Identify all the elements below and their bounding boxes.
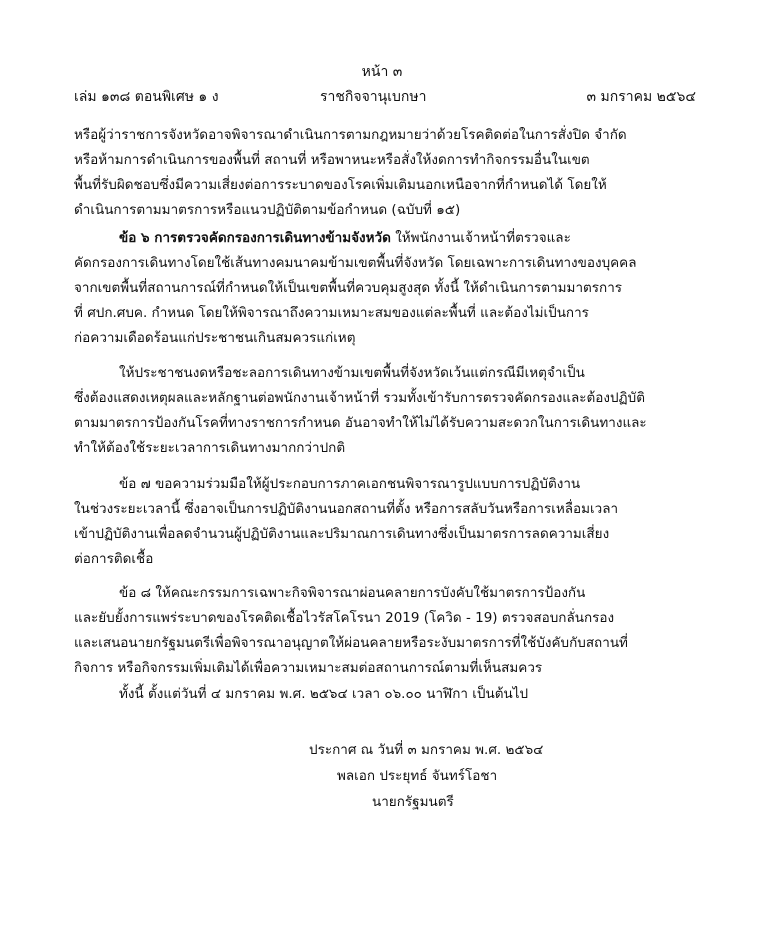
body-line: พื้นที่รับผิดชอบซึ่งมีความเสี่ยงต่อการระบาดของโรคเพิ่มเติมนอกเหนือจากที่กำหนดได้ โดยให้ bbox=[74, 177, 607, 193]
announcement-date: ประกาศ ณ วันที่ ๓ มกราคม พ.ศ. ๒๕๖๔ bbox=[309, 742, 544, 758]
page-number: หน้า ๓ bbox=[361, 64, 403, 80]
gazette-header bbox=[74, 86, 696, 106]
section-6-first-text: ให้พนักงานเจ้าหน้าที่ตรวจและ bbox=[395, 230, 571, 246]
signatory-name: พลเอก ประยุทธ์ จันทร์โอชา bbox=[337, 768, 498, 784]
body-line: ก่อความเดือดร้อนแก่ประชาชนเกินสมควรแก่เหตุ bbox=[74, 330, 356, 346]
effective-date: ทั้งนี้ ตั้งแต่วันที่ ๔ มกราคม พ.ศ. ๒๕๖๔ เวลา ๐๖.๐๐ นาฬิกา เป็นต้นไป bbox=[119, 686, 529, 702]
signatory-title: นายกรัฐมนตรี bbox=[372, 794, 454, 810]
body-line: กิจการ หรือกิจกรรมเพิ่มเติมได้เพื่อความเหมาะสมต่อสถานการณ์ตามที่เห็นสมควร bbox=[74, 660, 543, 676]
body-line: ที่ ศปก.ศบค. กำหนด โดยให้พิจารณาถึงความเหมาะสมของแต่ละพื้นที่ และต้องไม่เป็นการ bbox=[74, 305, 589, 321]
section-6-heading: ข้อ ๖ การตรวจคัดกรองการเดินทางข้ามจังหวัด bbox=[119, 230, 391, 246]
publication-name: ราชกิจจานุเบกษา bbox=[320, 89, 427, 105]
body-line: ให้ประชาชนงดหรือชะลอการเดินทางข้ามเขตพื้นที่จังหวัดเว้นแต่กรณีมีเหตุจำเป็น bbox=[119, 365, 585, 381]
body-line: คัดกรองการเดินทางโดยใช้เส้นทางคมนาคมข้ามเขตพื้นที่จังหวัด โดยเฉพาะการเดินทางของบุคคล bbox=[74, 255, 637, 271]
body-line: หรือผู้ว่าราชการจังหวัดอาจพิจารณาดำเนินการตามกฎหมายว่าด้วยโรคติดต่อในการสั่งปิด จำกัด bbox=[74, 127, 627, 143]
body-line: ทำให้ต้องใช้ระยะเวลาการเดินทางมากกว่าปกติ bbox=[74, 440, 346, 456]
body-line: ข้อ ๗ ขอความร่วมมือให้ผู้ประกอบการภาคเอกชนพิจารณารูปแบบการปฏิบัติงาน bbox=[119, 476, 581, 492]
body-line: ข้อ ๘ ให้คณะกรรมการเฉพาะกิจพิจารณาผ่อนคลายการบังคับใช้มาตรการป้องกัน bbox=[119, 585, 586, 601]
body-line: ซึ่งต้องแสดงเหตุผลและหลักฐานต่อพนักงานเจ้าหน้าที่ รวมทั้งเข้ารับการตรวจคัดกรองและต้องปฏิบัติ bbox=[74, 390, 645, 406]
volume-info: เล่ม ๑๓๘ ตอนพิเศษ ๑ ง bbox=[74, 89, 219, 105]
body-line: ต่อการติดเชื้อ bbox=[74, 551, 154, 567]
body-line: ดำเนินการตามมาตรการหรือแนวปฏิบัติตามข้อกำหนด (ฉบับที่ ๑๕) bbox=[74, 202, 461, 218]
body-line: และเสนอนายกรัฐมนตรีเพื่อพิจารณาอนุญาตให้ผ่อนคลายหรือระงับมาตรการที่ใช้บังคับกับสถานที่ bbox=[74, 635, 628, 651]
body-line: หรือห้ามการดำเนินการของพื้นที่ สถานที่ หรือพาหนะหรือสั่งให้งดการทำกิจกรรมอื่นในเขต bbox=[74, 152, 590, 168]
body-line: ในช่วงระยะเวลานี้ ซึ่งอาจเป็นการปฏิบัติงานนอกสถานที่ตั้ง หรือการสลับวันหรือการเหลื่อมเวลา bbox=[74, 501, 619, 517]
body-line: จากเขตพื้นที่สถานการณ์ที่กำหนดให้เป็นเขตพื้นที่ควบคุมสูงสุด ทั้งนี้ ให้ดำเนินการตามมาตรการ bbox=[74, 280, 623, 296]
issue-date: ๓ มกราคม ๒๕๖๔ bbox=[586, 89, 696, 105]
body-line: และยับยั้งการแพร่ระบาดของโรคติดเชื้อไวรัสโคโรนา 2019 (โควิด - 19) ตรวจสอบกลั่นกรอง bbox=[74, 610, 615, 626]
section-6-first-line bbox=[119, 228, 571, 248]
body-line: ตามมาตรการป้องกันโรคที่ทางราชการกำหนด อันอาจทำให้ไม่ได้รับความสะดวกในการเดินทางและ bbox=[74, 415, 647, 431]
body-line: เข้าปฏิบัติงานเพื่อลดจำนวนผู้ปฏิบัติงานและปริมาณการเดินทางซึ่งเป็นมาตรการลดความเสี่ยง bbox=[74, 526, 610, 542]
